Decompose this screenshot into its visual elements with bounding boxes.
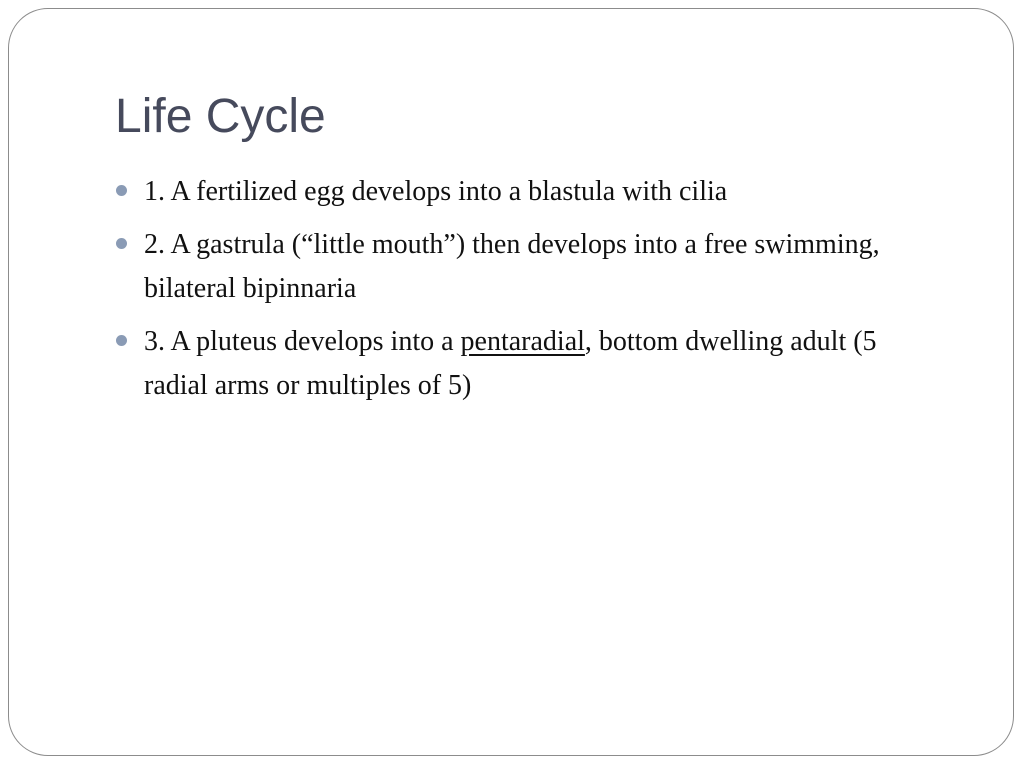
bullet-text-3-underlined: pentaradial <box>460 326 585 357</box>
bullet-text-2: 2. A gastrula (“little mouth”) then develops into a free swimming, bilateral bipinnaria <box>144 229 880 304</box>
bullet-text-1: 1. A fertilized egg develops into a blastula with cilia <box>144 176 728 207</box>
bullet-item-1 <box>116 170 916 214</box>
bullet-dot-icon <box>116 238 127 249</box>
bullet-dot-icon <box>116 185 127 196</box>
bullet-item-3 <box>116 320 916 408</box>
bullet-text-3-pre: 3. A pluteus develops into a <box>144 326 461 357</box>
slide-title: Life Cycle <box>115 90 326 143</box>
bullet-list <box>116 170 916 417</box>
bullet-item-2 <box>116 223 916 311</box>
bullet-text-3-post: , bottom dwelling adult (5 radial arms or multiples of 5) <box>144 326 877 401</box>
bullet-dot-icon <box>116 335 127 346</box>
